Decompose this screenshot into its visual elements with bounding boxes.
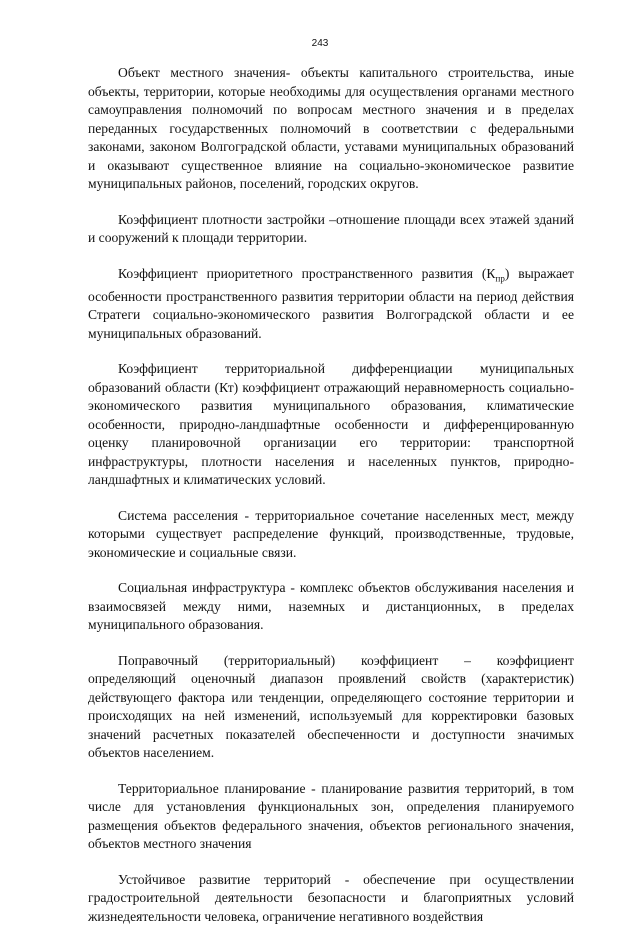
paragraph-social-infrastructure: Социальная инфраструктура - комплекс объектов обслуживания населения и взаимосвязей между ними, наземных и дистанционных, в пределах муниципального образования. xyxy=(88,580,574,633)
paragraph-settlement-system: Система расселения - территориальное сочетание населенных мест, между которыми существует распределение функций, производственные, трудовые, экономические и социальные связи. xyxy=(88,507,574,560)
paragraph-sustainable-development: Устойчивое развитие территорий - обеспечение при осуществлении градостроительной деятельности безопасности и благоприятных условий жизнедеятельности человека, ограничение негативного воздействия xyxy=(88,871,574,924)
paragraph-density-coefficient: Коэффициент плотности застройки –отношение площади всех этажей зданий и сооружений к площади территории. xyxy=(88,211,574,245)
paragraph-correction-coefficient: Поправочный (территориальный) коэффициент – коэффициент определяющий оценочный диапазон проявлений свойств (характеристик) действующего фактора или тенденции, определяющего состояние территории и происходящих на ней изменений, используемый для корректировки базовых значений расчетных показателей обеспеченности и доступности значимых объектов населением. xyxy=(88,652,574,761)
paragraph-territorial-planning: Территориальное планирование - планирование развития территорий, в том числе для установления функциональных зон, определения планируемого размещения объектов федерального значения, объектов регионального значения, объектов местного значения xyxy=(88,780,574,852)
page-number: 243 xyxy=(311,38,329,49)
coefficient-subscript: пр xyxy=(495,273,505,284)
paragraph-priority-coefficient: Коэффициент приоритетного пространственного развития $(К_{пр})$ выражает особенности пространственного развития территории области на период действия Стратеги социально-экономического развития Волгоградской области и ее муниципальных образований. xyxy=(88,265,574,341)
document-body xyxy=(88,64,574,926)
paragraph-differentiation-coefficient: Коэффициент территориальной дифференциации муниципальных образований области (Кт) коэффициент отражающий неравномерность социально-экономического развития муниципального образования, климатические особенности, природно-ландшафтные особенности и дифференцированную оценку планировочной организации его территории: транспортной инфраструктуры, плотности населения и населенных пунктов, природно-ландшафтных и климатических условий. xyxy=(88,361,574,488)
paragraph-local-object: Объект местного значения- объекты капитального строительства, иные объекты, территории, которые необходимы для осуществления органами местного самоуправления полномочий по вопросам местного значения и в пределах переданных государственных полномочий в соответствии с федеральными законами, законом Волгоградской области, уставами муниципальных образований и оказывают существенное влияние на социально-экономическое развитие муниципальных районов, поселений, городских округов. xyxy=(88,65,574,191)
